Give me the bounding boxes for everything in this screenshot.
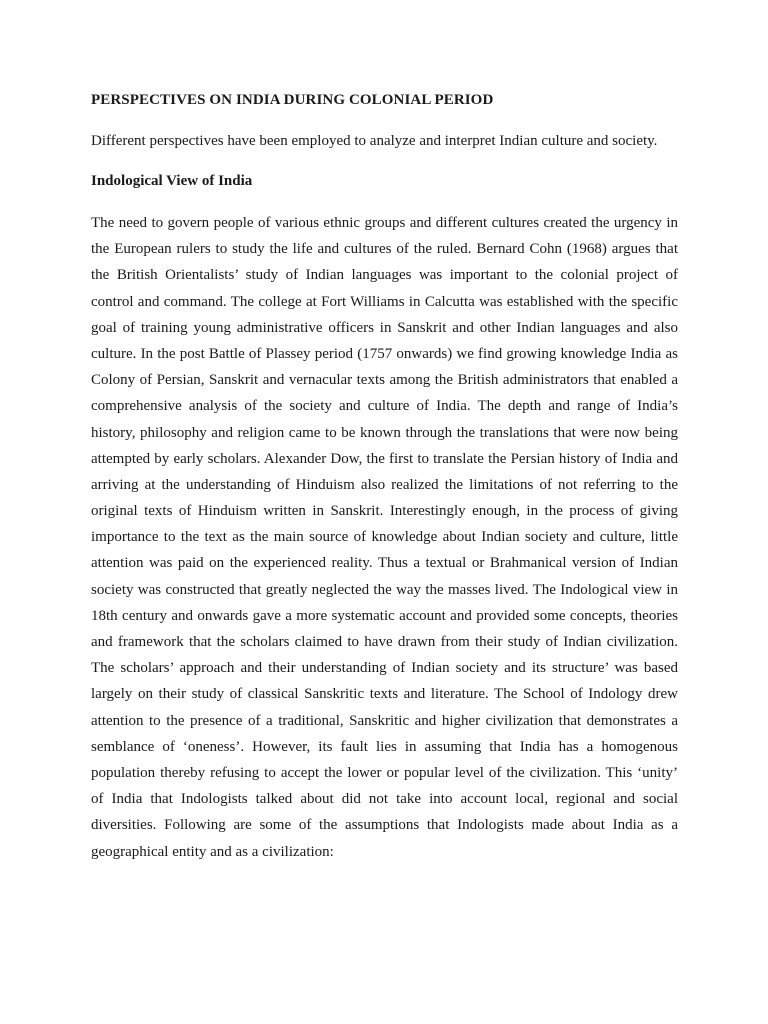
body-paragraph bbox=[91, 210, 678, 865]
intro-paragraph: Different perspectives have been employed to analyze and interpret Indian culture and society. bbox=[91, 133, 658, 149]
paragraph-line: importance to the text as the main source of knowledge about Indian society and culture, little bbox=[91, 529, 678, 546]
section-heading: Indological View of India bbox=[91, 173, 253, 189]
paragraph-line: culture. In the post Battle of Plassey period (1757 onwards) we find growing knowledge India as bbox=[91, 345, 678, 362]
paragraph-line: 18th century and onwards gave a more systematic account and provided some concepts, theories bbox=[91, 607, 678, 624]
paragraph-line: arriving at the understanding of Hinduism also realized the limitations of not referring to the bbox=[91, 476, 678, 493]
paragraph-line: The scholars’ approach and their understanding of Indian society and its structure’ was based bbox=[91, 660, 678, 677]
paragraph-line: the British Orientalists’ study of Indian languages was important to the colonial project of bbox=[91, 267, 678, 284]
paragraph-line: The need to govern people of various ethnic groups and different cultures created the urgency in bbox=[91, 215, 678, 231]
paragraph-line: goal of training young administrative officers in Sanskrit and other Indian languages and also bbox=[91, 319, 678, 336]
paragraph-line: history, philosophy and religion came to be known through the translations that were now being bbox=[91, 424, 678, 441]
paragraph-line: comprehensive analysis of the society and culture of India. The depth and range of India’s bbox=[91, 398, 678, 415]
paragraph-line: attention to the presence of a traditional, Sanskritic and higher civilization that demonstrates a bbox=[91, 712, 678, 729]
paragraph-line: Colony of Persian, Sanskrit and vernacular texts among the British administrators that enabled a bbox=[91, 372, 678, 389]
paragraph-line: of India that Indologists talked about did not take into account local, regional and social bbox=[91, 791, 678, 808]
paragraph-line: largely on their study of classical Sanskritic texts and literature. The School of Indology drew bbox=[91, 686, 678, 703]
document-title: PERSPECTIVES ON INDIA DURING COLONIAL PERIOD bbox=[91, 92, 494, 108]
paragraph-line: and framework that the scholars claimed to have drawn from their study of Indian civilization. bbox=[91, 634, 678, 650]
paragraph-line: diversities. Following are some of the assumptions that Indologists made about India as a bbox=[91, 817, 678, 834]
paragraph-line: attention was paid on the experienced reality. Thus a textual or Brahmanical version of Indian bbox=[91, 555, 678, 572]
paragraph-line: control and command. The college at Fort Williams in Calcutta was established with the specific bbox=[91, 293, 678, 310]
paragraph-line: original texts of Hinduism written in Sanskrit. Interestingly enough, in the process of giving bbox=[91, 503, 678, 520]
paragraph-line: population thereby refusing to accept the lower or popular level of the civilization. This ‘unity’ bbox=[91, 764, 678, 781]
paragraph-line: society was constructed that greatly neglected the way the masses lived. The Indological view in bbox=[91, 581, 678, 598]
paragraph-line: attempted by early scholars. Alexander Dow, the first to translate the Persian history of India and bbox=[91, 450, 678, 467]
paragraph-line: geographical entity and as a civilization: bbox=[91, 843, 334, 860]
paragraph-line: semblance of ‘oneness’. However, its fault lies in assuming that India has a homogenous bbox=[91, 738, 678, 755]
paragraph-line: the European rulers to study the life and cultures of the ruled. Bernard Cohn (1968) argues that bbox=[91, 241, 678, 258]
